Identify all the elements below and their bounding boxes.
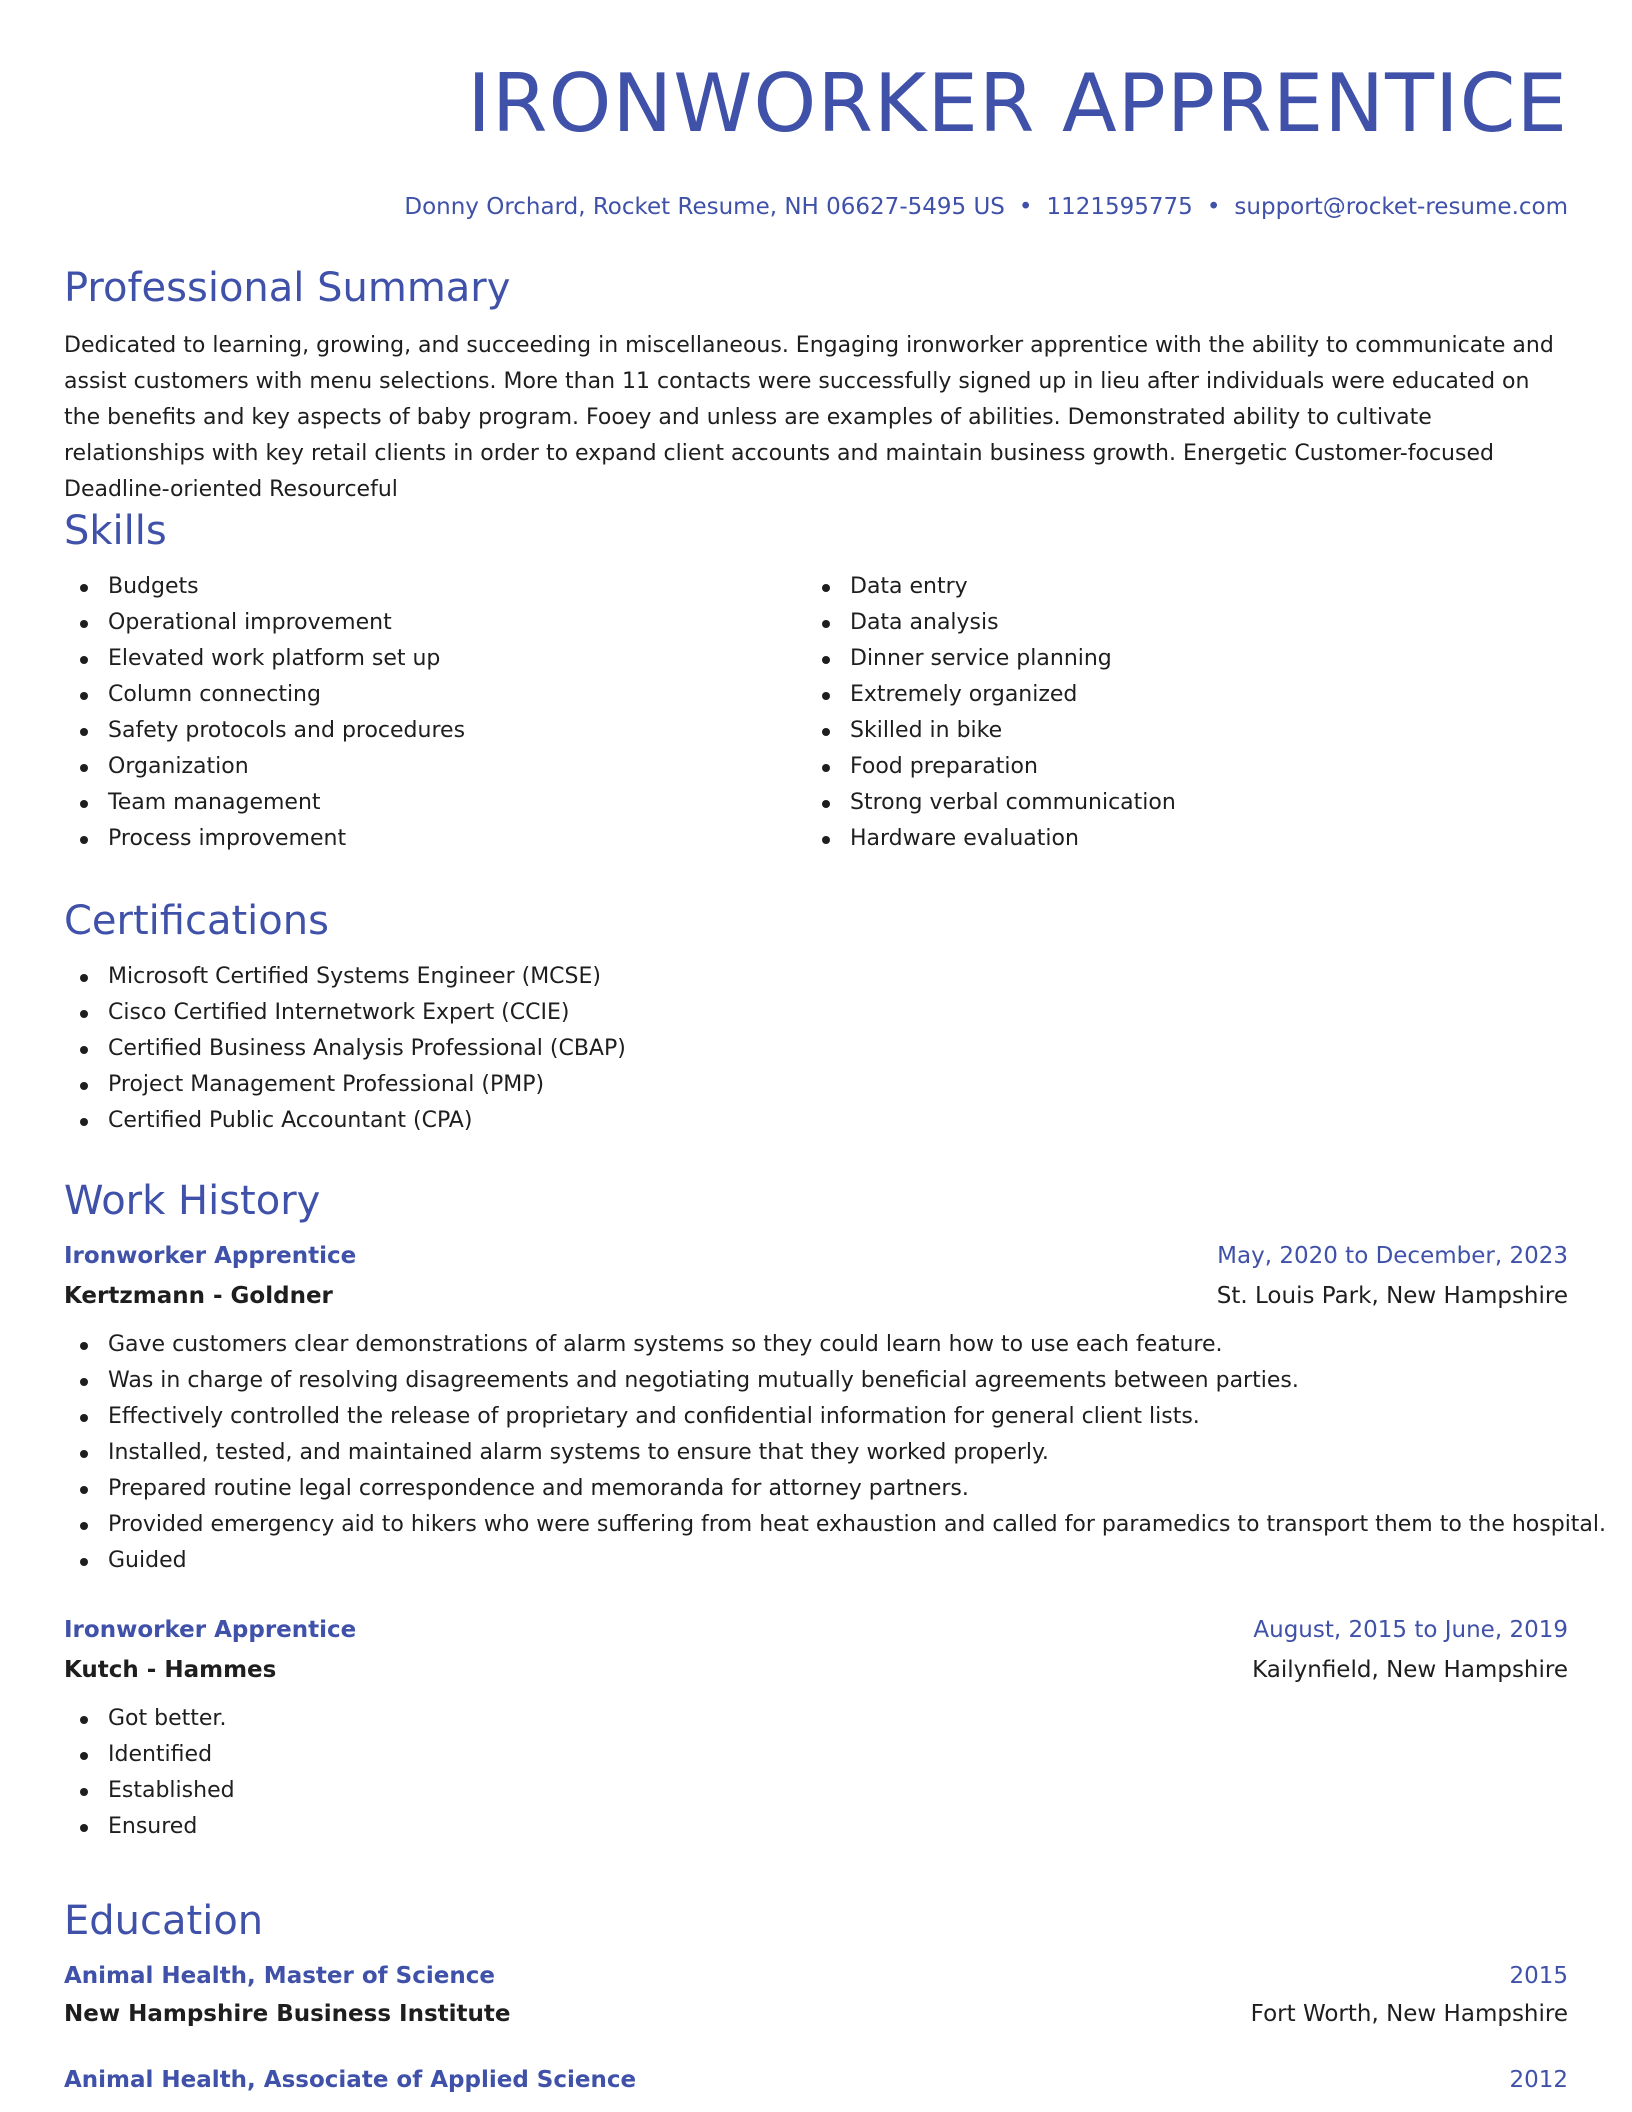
education-degree: Animal Health, Associate of Applied Science bbox=[64, 2067, 637, 2093]
skill-item: Extremely organized bbox=[806, 677, 1548, 713]
job-subheader bbox=[64, 1653, 1568, 1687]
education-year: 2012 bbox=[1509, 2067, 1568, 2093]
skills-column-left bbox=[64, 569, 806, 857]
certification-item: Project Management Professional (PMP) bbox=[64, 1067, 1568, 1103]
skill-item: Strong verbal communication bbox=[806, 785, 1548, 821]
skill-item: Skilled in bike bbox=[806, 713, 1548, 749]
work-history-section bbox=[64, 1175, 1607, 1845]
skill-item: Hardware evaluation bbox=[806, 821, 1548, 857]
job-bullet: Was in charge of resolving disagreements and negotiating mutually beneficial agreements between parties. bbox=[64, 1363, 1568, 1399]
job-dates: August, 2015 to June, 2019 bbox=[1253, 1617, 1568, 1643]
education-subheader bbox=[64, 1997, 1568, 2031]
skill-item: Operational improvement bbox=[64, 605, 806, 641]
job-bullet: Guided bbox=[64, 1543, 1568, 1579]
job-company: Kutch - Hammes bbox=[64, 1657, 277, 1683]
skills-column-right bbox=[806, 569, 1548, 857]
education-heading: Education bbox=[64, 1898, 264, 1944]
education-location: Fort Worth, New Hampshire bbox=[1250, 2001, 1568, 2027]
job-title: Ironworker Apprentice bbox=[64, 1617, 357, 1643]
job-subheader bbox=[64, 1279, 1568, 1313]
work-history-heading: Work History bbox=[64, 1178, 321, 1224]
job-bullet: Got better. bbox=[64, 1701, 1568, 1737]
job-location: Kailynfield, New Hampshire bbox=[1252, 1657, 1568, 1683]
contact-phone: 1121595775 bbox=[1046, 194, 1193, 220]
job-entry bbox=[64, 1613, 1568, 1845]
job-bullet: Ensured bbox=[64, 1809, 1568, 1845]
skill-item: Elevated work platform set up bbox=[64, 641, 806, 677]
skill-item: Team management bbox=[64, 785, 806, 821]
education-header bbox=[64, 1959, 1568, 1993]
job-bullet: Provided emergency aid to hikers who were suffering from heat exhaustion and called for paramedics to transport them to the hospital. bbox=[64, 1507, 1568, 1543]
education-entry bbox=[64, 1959, 1568, 2031]
skill-item: Data entry bbox=[806, 569, 1548, 605]
job-bullet: Established bbox=[64, 1773, 1568, 1809]
certification-item: Microsoft Certified Systems Engineer (MCSE) bbox=[64, 959, 1568, 995]
skills-columns bbox=[64, 569, 1568, 857]
job-bullet: Gave customers clear demonstrations of alarm systems so they could learn how to use each feature. bbox=[64, 1327, 1568, 1363]
skill-item: Process improvement bbox=[64, 821, 806, 857]
contact-address: Donny Orchard, Rocket Resume, NH 06627-5495 US bbox=[404, 194, 1005, 220]
contact-separator: • bbox=[1206, 194, 1221, 220]
skill-item: Dinner service planning bbox=[806, 641, 1548, 677]
job-bullet: Identified bbox=[64, 1737, 1568, 1773]
certification-item: Cisco Certified Internetwork Expert (CCIE) bbox=[64, 995, 1568, 1031]
summary-heading: Professional Summary bbox=[64, 265, 511, 311]
job-header bbox=[64, 1613, 1568, 1647]
job-title: Ironworker Apprentice bbox=[64, 1243, 357, 1269]
education-entry bbox=[64, 2063, 1568, 2097]
job-dates: May, 2020 to December, 2023 bbox=[1217, 1243, 1568, 1269]
skill-item: Column connecting bbox=[64, 677, 806, 713]
contact-email[interactable]: support@rocket-resume.com bbox=[1234, 194, 1568, 220]
education-header bbox=[64, 2063, 1568, 2097]
resume-title: IRONWORKER APPRENTICE bbox=[467, 57, 1568, 150]
skill-item: Budgets bbox=[64, 569, 806, 605]
skill-item: Organization bbox=[64, 749, 806, 785]
certifications-heading: Certifications bbox=[64, 898, 329, 944]
contact-separator: • bbox=[1018, 194, 1033, 220]
skill-item: Data analysis bbox=[806, 605, 1548, 641]
education-year: 2015 bbox=[1509, 1963, 1568, 1989]
certifications-section bbox=[64, 895, 1568, 1139]
skill-item: Food preparation bbox=[806, 749, 1548, 785]
job-company: Kertzmann - Goldner bbox=[64, 1283, 333, 1309]
summary-section bbox=[64, 262, 1568, 508]
skill-item: Safety protocols and procedures bbox=[64, 713, 806, 749]
education-section bbox=[64, 1895, 1568, 2097]
job-bullet: Prepared routine legal correspondence and memoranda for attorney partners. bbox=[64, 1471, 1568, 1507]
skills-section bbox=[64, 505, 1568, 857]
job-header bbox=[64, 1239, 1568, 1273]
job-bullet: Effectively controlled the release of proprietary and confidential information for general client lists. bbox=[64, 1399, 1568, 1435]
job-location: St. Louis Park, New Hampshire bbox=[1216, 1283, 1568, 1309]
certification-item: Certified Business Analysis Professional (CBAP) bbox=[64, 1031, 1568, 1067]
summary-text: Dedicated to learning, growing, and succeeding in miscellaneous. Engaging ironworker apprentice with the ability to communicate and assist customers with menu selections. More than 11 contacts were successfully signed up in lieu after individuals were educated on the benefits and key aspects of baby program. Fooey and unless are examples of abilities. Demonstrated ability to cultivate relationships with key retail clients in order to expand client accounts and maintain business growth. Energetic Customer-focused Deadline-oriented Resourceful bbox=[64, 333, 1554, 502]
job-entry bbox=[64, 1239, 1607, 1579]
education-school: New Hampshire Business Institute bbox=[64, 2001, 511, 2027]
contact-line bbox=[64, 192, 1568, 222]
skills-heading: Skills bbox=[64, 508, 167, 554]
certification-item: Certified Public Accountant (CPA) bbox=[64, 1103, 1568, 1139]
resume-page bbox=[64, 0, 1607, 2093]
education-degree: Animal Health, Master of Science bbox=[64, 1963, 495, 1989]
job-bullet: Installed, tested, and maintained alarm systems to ensure that they worked properly. bbox=[64, 1435, 1568, 1471]
